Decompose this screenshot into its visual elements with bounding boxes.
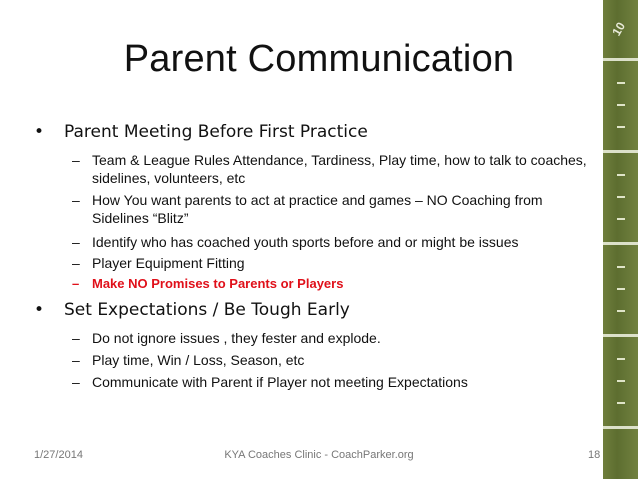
dash-icon: – xyxy=(72,152,80,168)
sub-bullet-text: Identify who has coached youth sports before and or might be issues xyxy=(92,234,519,250)
footer-page-number: 18 xyxy=(588,449,601,461)
sub-bullet-text: How You want parents to act at practice and games – NO Coaching from Sidelines “Blitz” xyxy=(92,192,543,226)
footer-center-text: KYA Coaches Clinic - CoachParker.org xyxy=(224,449,414,461)
dash-icon: – xyxy=(72,234,80,250)
bullet-icon: • xyxy=(34,122,45,142)
dash-icon: – xyxy=(72,255,80,271)
bullet-heading: Set Expectations / Be Tough Early xyxy=(64,300,350,320)
dash-icon: – xyxy=(72,374,80,390)
dash-icon: – xyxy=(72,352,80,368)
sub-bullet-text: Make NO Promises to Parents or Players xyxy=(92,276,344,291)
sub-bullet-text: Team & League Rules Attendance, Tardiness, Play time, how to talk to coaches, sidelines, volunteers, etc xyxy=(92,152,587,186)
footer-date: 1/27/2014 xyxy=(34,449,83,461)
dash-icon: – xyxy=(72,330,80,346)
sub-bullet-text: Play time, Win / Loss, Season, etc xyxy=(92,352,305,368)
dash-icon: – xyxy=(72,192,80,208)
sub-bullet-text: Player Equipment Fitting xyxy=(92,255,245,271)
field-yard-number: 10 xyxy=(609,19,629,39)
slide-title: Parent Communication xyxy=(123,38,515,80)
dash-icon: – xyxy=(72,276,80,291)
bullet-icon: • xyxy=(34,300,45,320)
bullet-heading: Parent Meeting Before First Practice xyxy=(64,122,368,142)
sub-bullet-text: Do not ignore issues , they fester and explode. xyxy=(92,330,381,346)
sub-bullet-text: Communicate with Parent if Player not meeting Expectations xyxy=(92,374,468,390)
